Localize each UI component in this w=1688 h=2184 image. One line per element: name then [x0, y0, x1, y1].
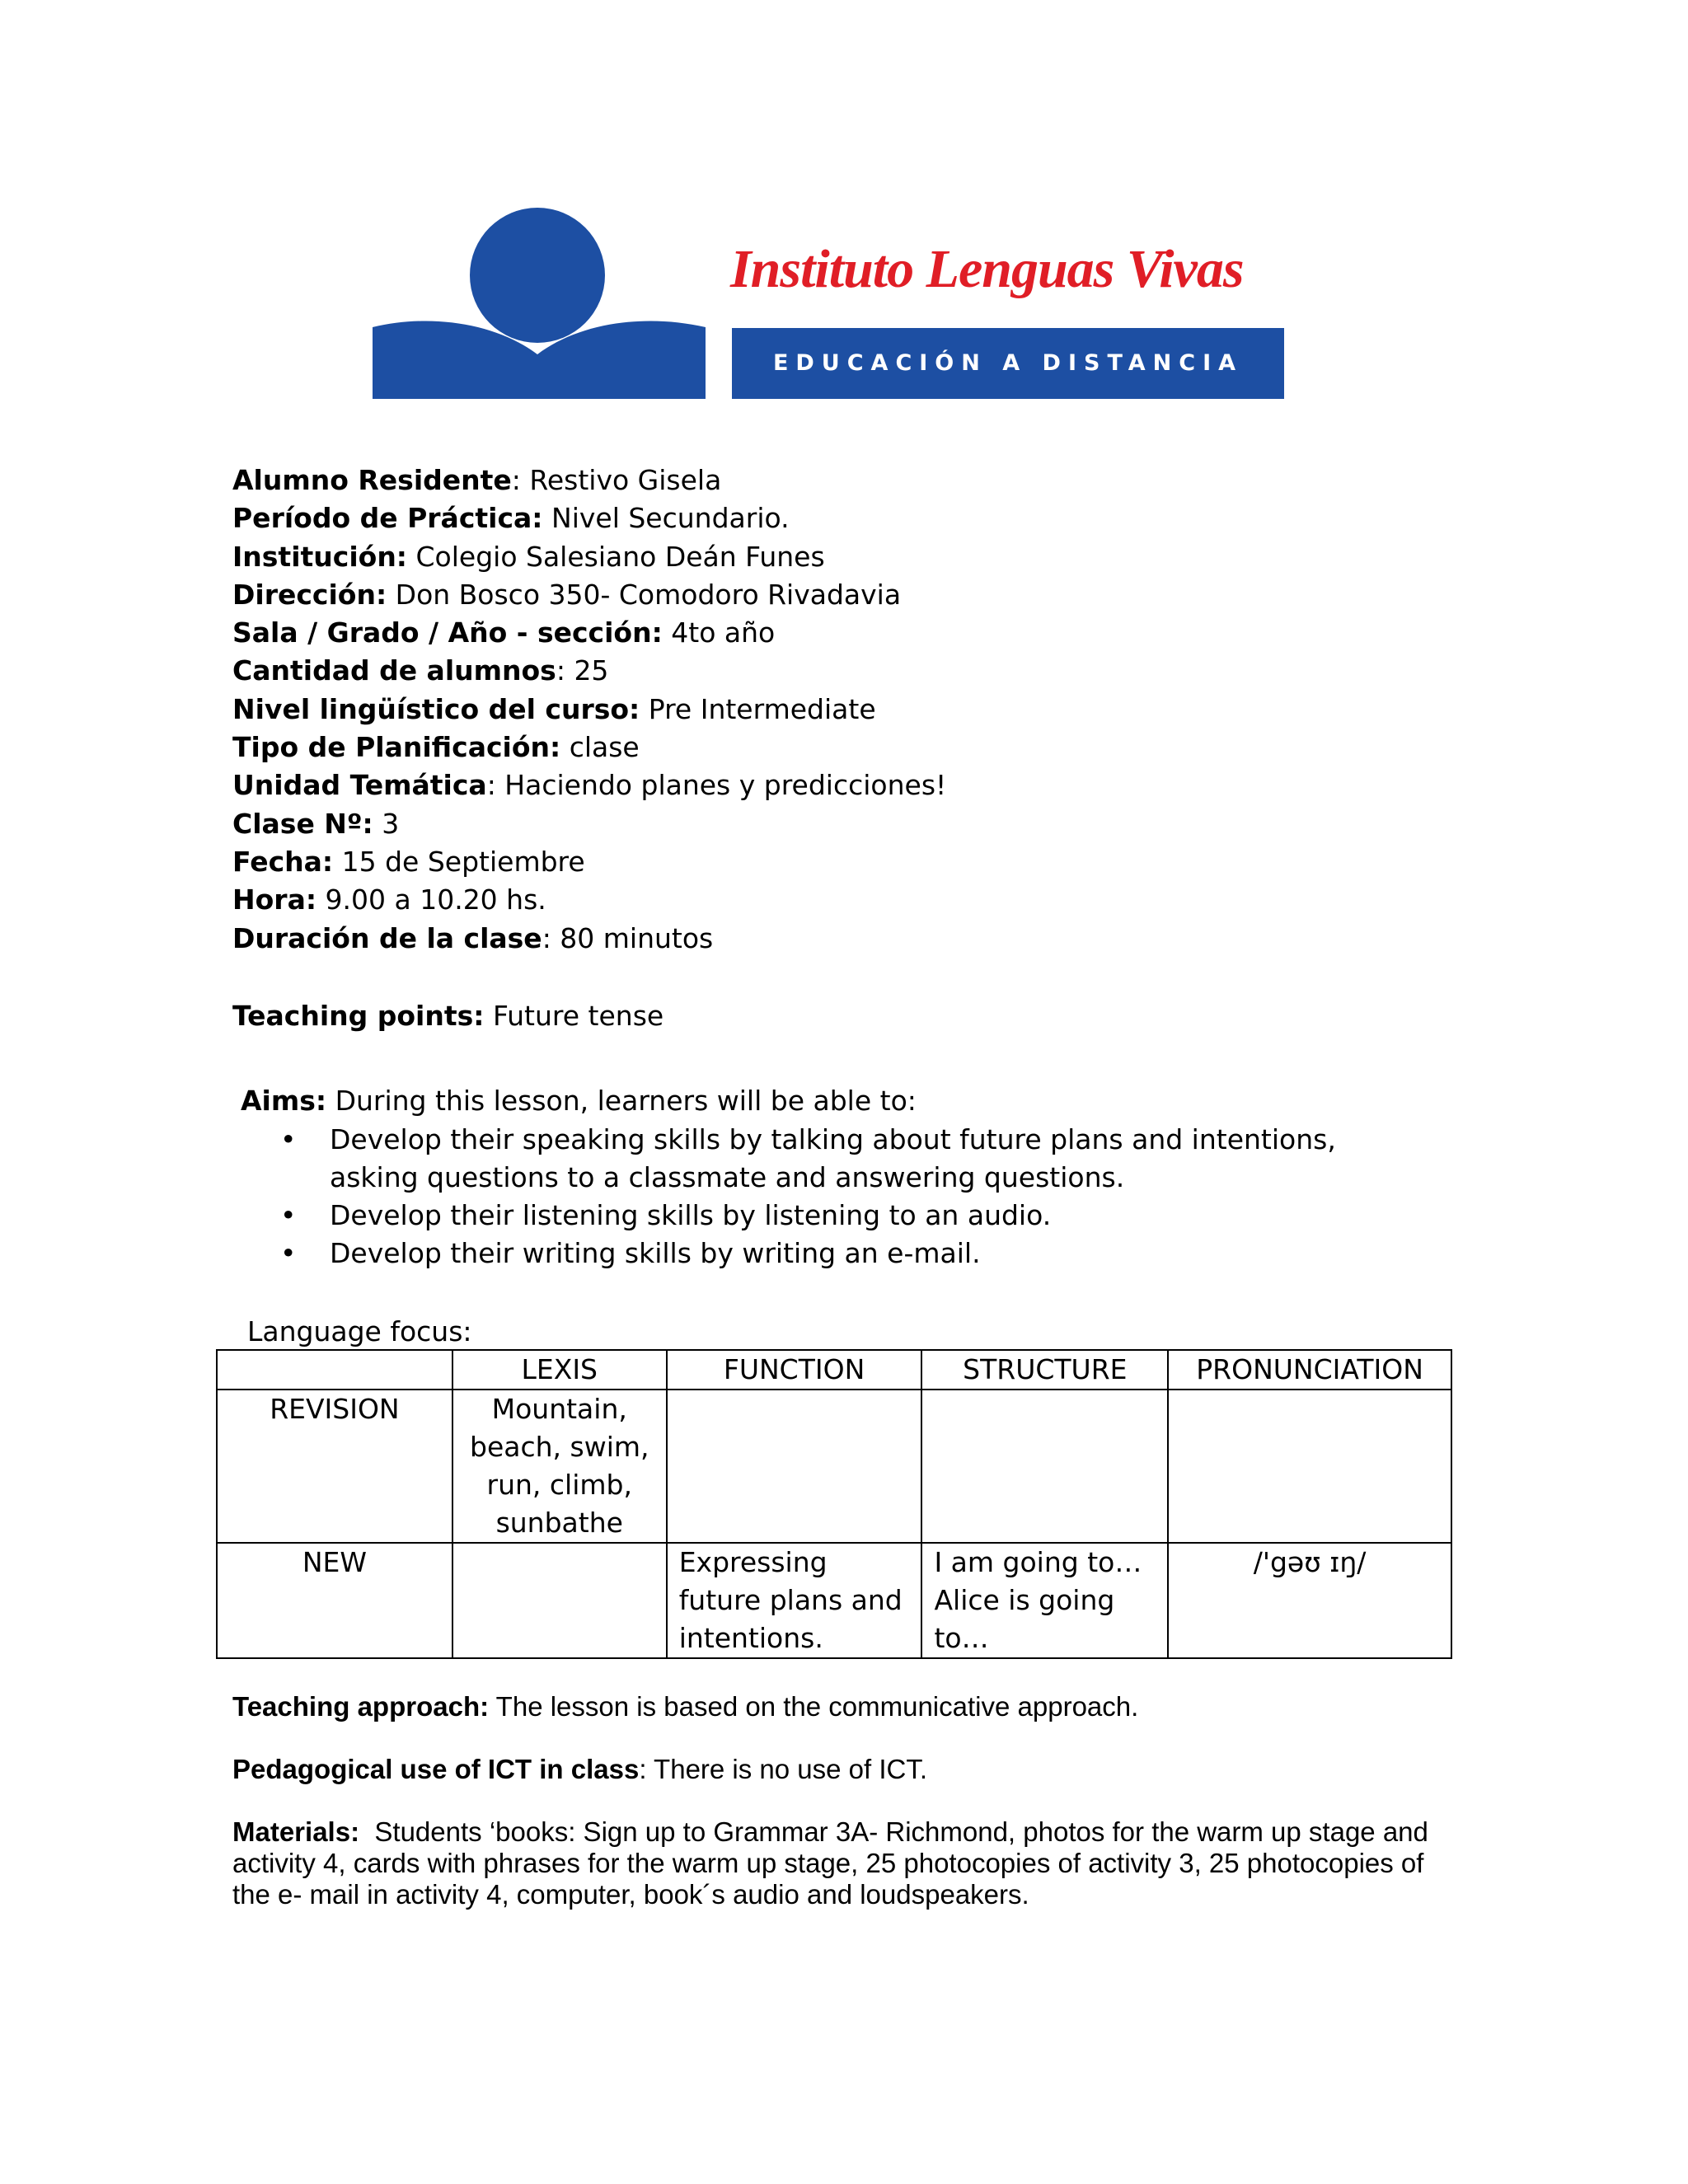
lesson-info	[232, 462, 946, 958]
row-label: NEW	[217, 1543, 452, 1658]
aim-item: • Develop their listening skills by listening to an audio.	[280, 1197, 1385, 1235]
info-row-hora: Hora: 9.00 a 10.20 hs.	[232, 883, 546, 916]
function-cell	[667, 1390, 922, 1543]
structure-cell	[921, 1390, 1168, 1543]
info-row-direccion: Dirección: Don Bosco 350- Comodoro Rivadavia	[232, 578, 902, 611]
pronunciation-cell	[1168, 1390, 1451, 1543]
info-row-clase: Clase Nº: 3	[232, 807, 400, 840]
header-cell: PRONUNCIATION	[1168, 1350, 1451, 1390]
materials: Materials: Students ‘books: Sign up to Grammar 3A- Richmond, photos for the warm up stage and activity 4, cards with phrases for the warm up stage, 25 photocopies of activity 3, 25 photocopies of the e- mail in activity 4, computer, book´s audio and loudspeakers.	[232, 1816, 1437, 1910]
info-row-fecha: Fecha: 15 de Septiembre	[232, 845, 585, 878]
language-focus-table	[216, 1349, 1452, 1659]
lexis-cell: Mountain, beach, swim, run, climb, sunbathe	[452, 1390, 667, 1543]
info-row-periodo: Período de Práctica: Nivel Secundario.	[232, 502, 790, 535]
info-row-alumno: Alumno Residente: Restivo Gisela	[232, 464, 722, 496]
aims-heading: Aims: During this lesson, learners will be able to:	[241, 1085, 917, 1117]
info-row-duracion: Duración de la clase: 80 minutos	[232, 921, 714, 954]
structure-cell: I am going to… Alice is going to…	[921, 1543, 1168, 1658]
table-row	[217, 1390, 1451, 1543]
header-cell	[217, 1350, 452, 1390]
teaching-approach: Teaching approach: The lesson is based on the communicative approach.	[232, 1691, 1139, 1722]
row-label: REVISION	[217, 1390, 452, 1543]
ict-use: Pedagogical use of ICT in class: There is no use of ICT.	[232, 1754, 928, 1784]
aim-item: • Develop their writing skills by writing an e-mail.	[280, 1235, 1385, 1272]
info-row-institucion: Institución: Colegio Salesiano Deán Funes	[232, 540, 825, 573]
logo-subtitle: EDUCACIÓN A DISTANCIA	[732, 328, 1284, 399]
info-row-sala: Sala / Grado / Año - sección: 4to año	[232, 616, 776, 649]
bullet-icon: •	[280, 1123, 297, 1155]
bullet-icon: •	[280, 1237, 297, 1269]
table-header-row	[217, 1350, 1451, 1390]
bullet-icon: •	[280, 1199, 297, 1231]
header-cell: LEXIS	[452, 1350, 667, 1390]
info-row-unidad: Unidad Temática: Haciendo planes y predicciones!	[232, 769, 947, 802]
language-focus-label: Language focus:	[247, 1315, 472, 1347]
teaching-points: Teaching points: Future tense	[232, 1000, 664, 1032]
open-book-reader-icon	[373, 208, 706, 399]
info-row-tipo: Tipo de Planificación: clase	[232, 731, 640, 764]
aim-item: • Develop their speaking skills by talking about future plans and intentions, asking questions to a classmate and answering questions.	[280, 1121, 1385, 1197]
info-row-nivel: Nivel lingüístico del curso: Pre Intermediate	[232, 692, 876, 725]
header-cell: STRUCTURE	[921, 1350, 1168, 1390]
institute-logo	[373, 208, 1287, 399]
pronunciation-cell: /'gəʊ ɪŋ/	[1168, 1543, 1451, 1658]
info-row-cantidad: Cantidad de alumnos: 25	[232, 654, 609, 687]
logo-title: Instituto Lenguas Vivas	[730, 239, 1244, 299]
table-row	[217, 1543, 1451, 1658]
lexis-cell	[452, 1543, 667, 1658]
function-cell: Expressing future plans and intentions.	[667, 1543, 922, 1658]
header-cell: FUNCTION	[667, 1350, 922, 1390]
aims-list	[280, 1121, 1385, 1272]
